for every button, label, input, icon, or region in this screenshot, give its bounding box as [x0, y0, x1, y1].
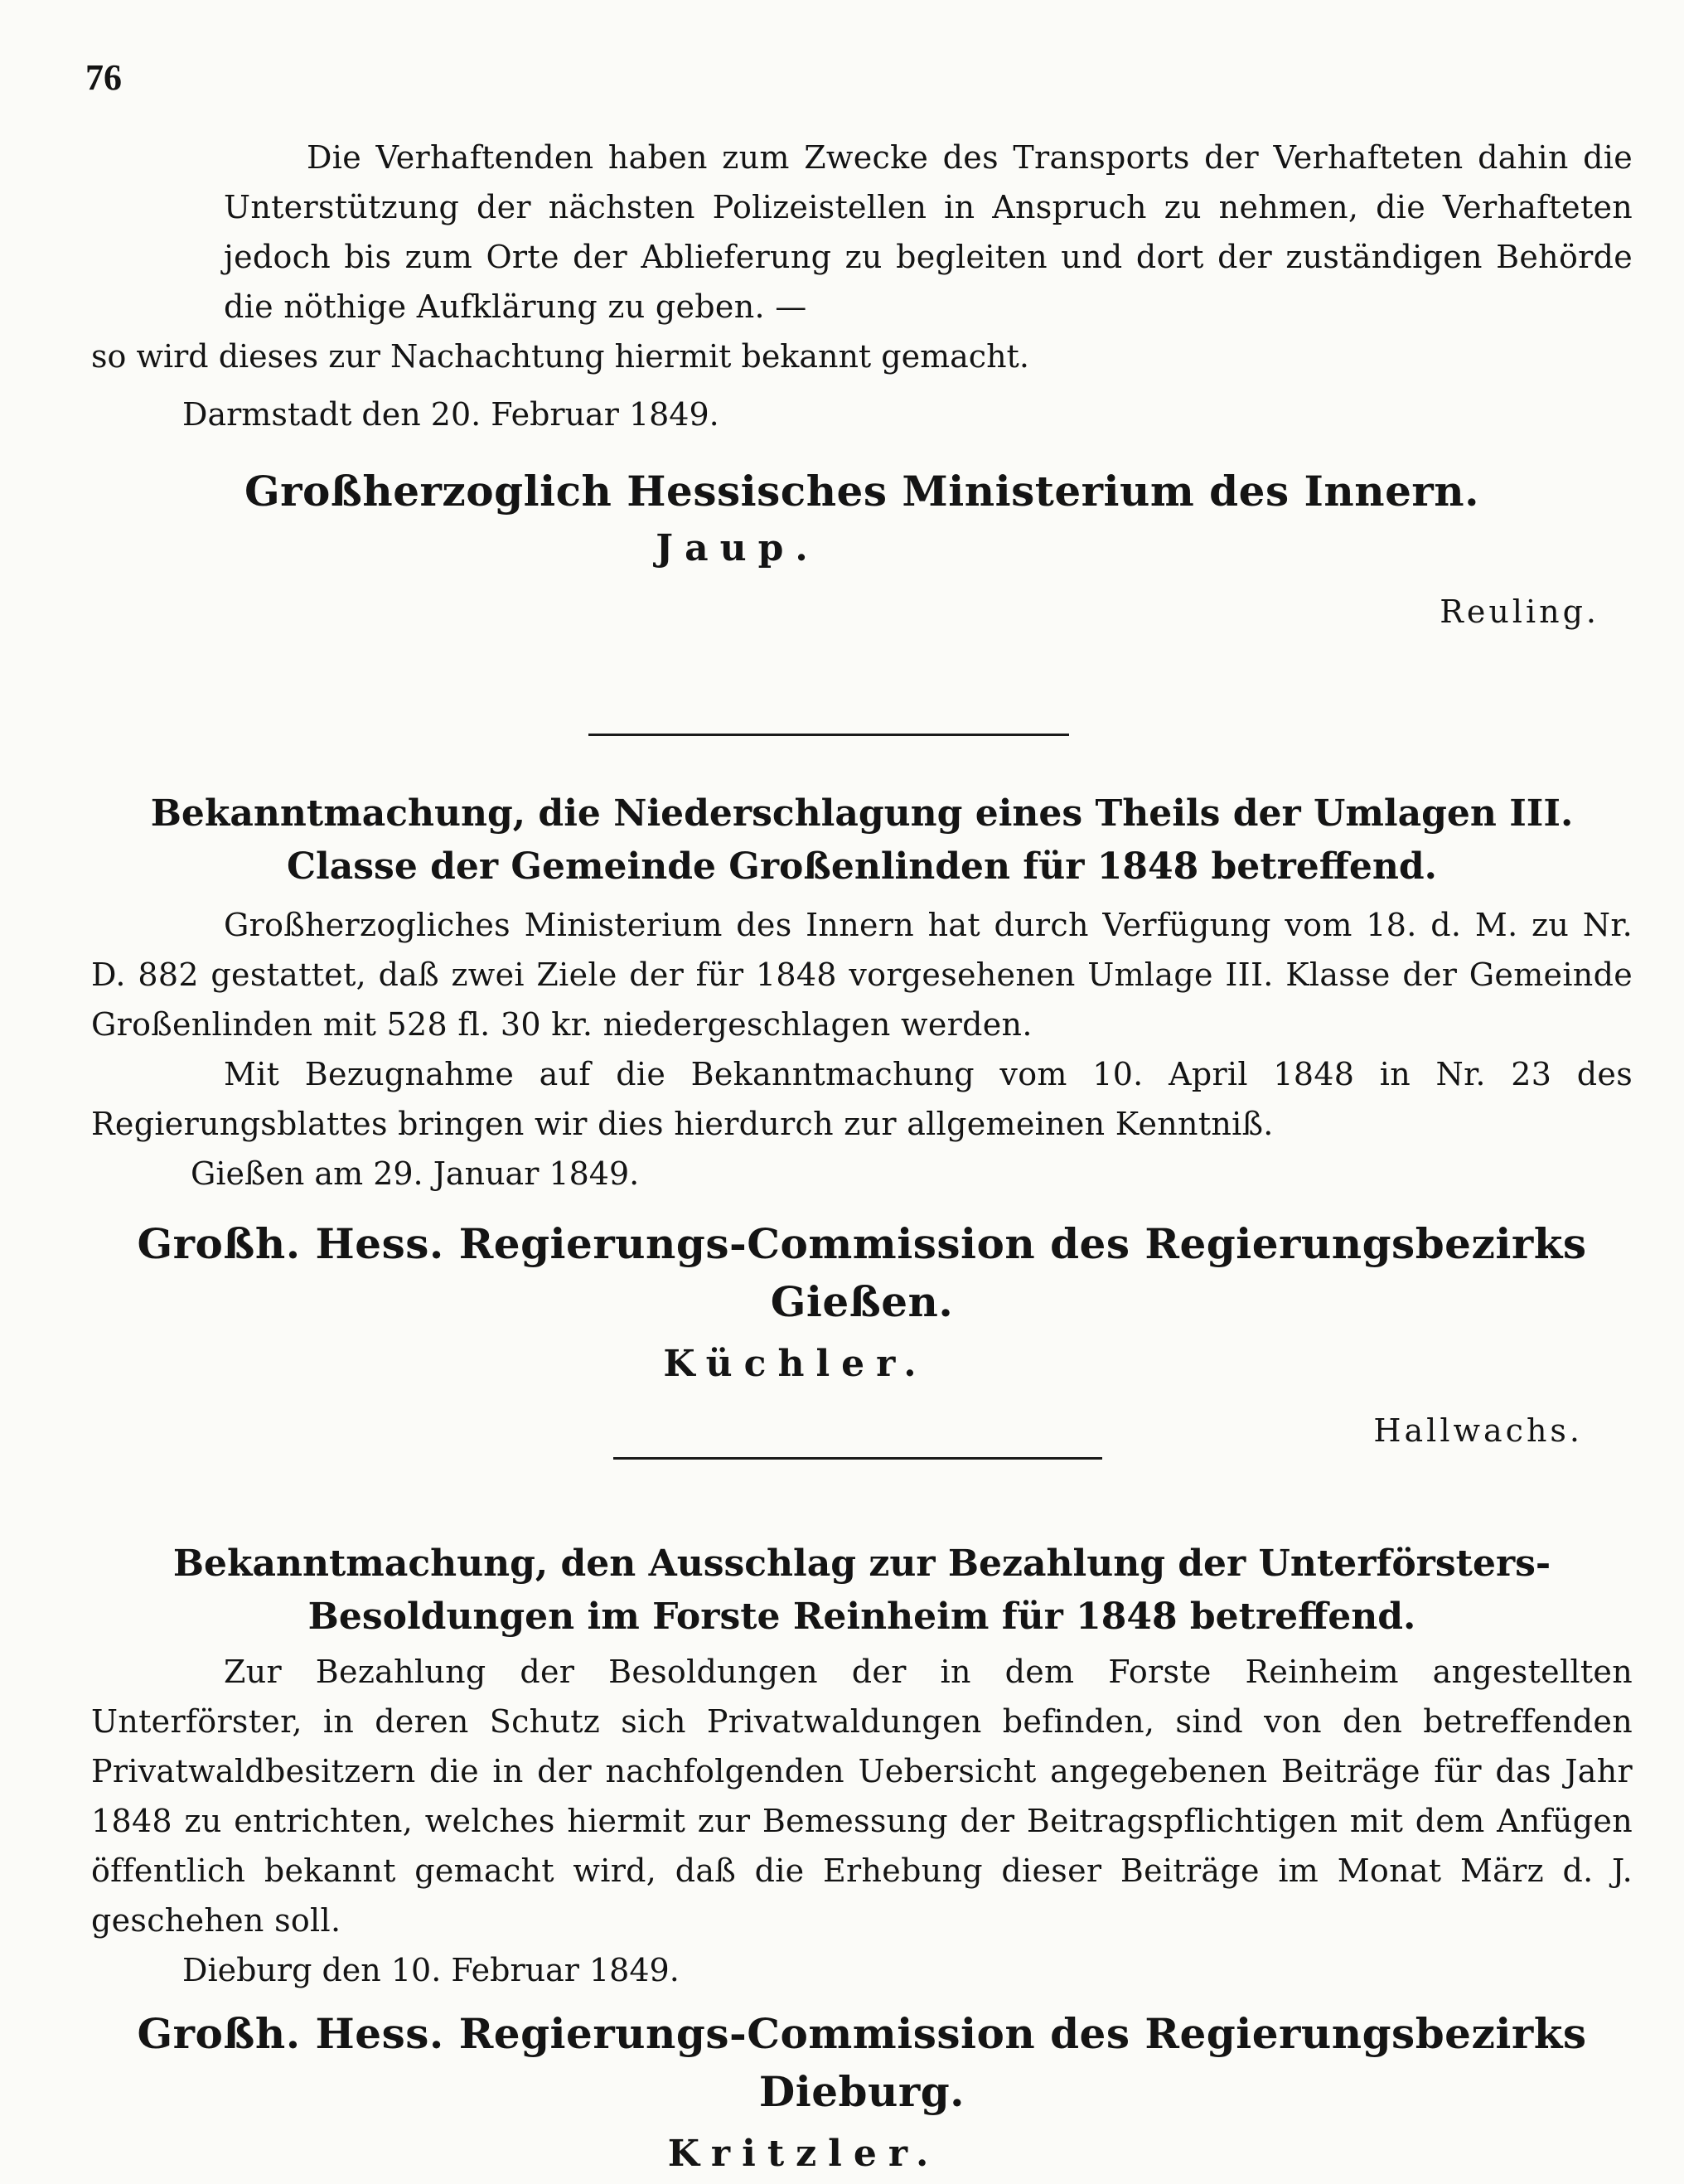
paragraph-salaries: Zur Bezahlung der Besoldungen der in dem Forste Reinheim angestellten Unterförster, in deren Schutz sich Privatwaldungen befinden, sind von den betreffenden Privatwaldbesitzern die in der nachfolgenden Uebersicht angegebenen Beiträge für das Jahr 1848 zu entrichten, welches hiermit zur Bemessung der Beitragspflichtigen mit dem Anfügen öffentlich bekannt gemacht wird, daß die Erhebung dieser Beiträge im Monat März d. J. geschehen soll. — [91, 1654, 1633, 1939]
signature-kritzler: Kritzler. — [667, 2133, 941, 2175]
countersign-hallwachs: Hallwachs. — [1373, 1412, 1583, 1449]
section-divider — [588, 734, 1069, 736]
closing-line: so wird dieses zur Nachachtung hiermit bekannt gemacht. — [91, 338, 1029, 375]
dateline-giessen: Gießen am 29. Januar 1849. — [191, 1155, 640, 1192]
section-divider — [613, 1457, 1102, 1460]
page-number: 76 — [85, 57, 122, 98]
heading-reinheim: Bekanntmachung, den Ausschlag zur Bezahlung der Unterförsters-Besoldungen im Forste Reinheim für 1848 betreffend. — [172, 1542, 1551, 1638]
section-arrest-notice — [91, 133, 1633, 637]
paragraph-transport: Die Verhaftenden haben zum Zwecke des Transports der Verhafteten dahin die Unterstützung der nächsten Polizeistellen in Anspruch zu nehmen, die Verhafteten jedoch bis zum Orte der Ablieferung zu begleiten und dort der zuständigen Behörde die nöthige Aufklärung zu geben. — — [224, 139, 1633, 325]
section-reinheim-notice — [91, 1538, 1633, 2179]
dateline-dieburg: Dieburg den 10. Februar 1849. — [182, 1952, 680, 1988]
paragraph-ministry-decree: Großherzogliches Ministerium des Innern hat durch Verfügung vom 18. d. M. zu Nr. D. 882 gestattet, daß zwei Ziele der für 1848 vorgesehenen Umlage III. Klasse der Gemeinde Großenlinden mit 528 fl. 30 kr. niedergeschlagen werden. — [91, 907, 1633, 1043]
countersign-reuling: Reuling. — [1440, 593, 1599, 630]
authority-giessen: Großh. Hess. Regierungs-Commission des Regierungsbezirks Gießen. — [137, 1219, 1587, 1326]
section-grossenlinden-notice — [91, 787, 1633, 1455]
authority-ministry-interior: Großherzoglich Hessisches Ministerium des Innern. — [244, 467, 1480, 516]
authority-dieburg: Großh. Hess. Regierungs-Commission des Regierungsbezirks Dieburg. — [137, 2009, 1587, 2116]
signature-jaup: Jaup. — [656, 527, 820, 569]
paragraph-reference: Mit Bezugnahme auf die Bekanntmachung vom 10. April 1848 in Nr. 23 des Regierungsblattes bringen wir dies hierdurch zur allgemeinen Kenntniß. — [91, 1056, 1633, 1142]
heading-grossenlinden: Bekanntmachung, die Niederschlagung eines Theils der Umlagen III. Classe der Gemeinde Großenlinden für 1848 betreffend. — [150, 792, 1574, 888]
dateline-darmstadt: Darmstadt den 20. Februar 1849. — [182, 396, 719, 433]
signature-kuechler: Küchler. — [663, 1343, 928, 1385]
